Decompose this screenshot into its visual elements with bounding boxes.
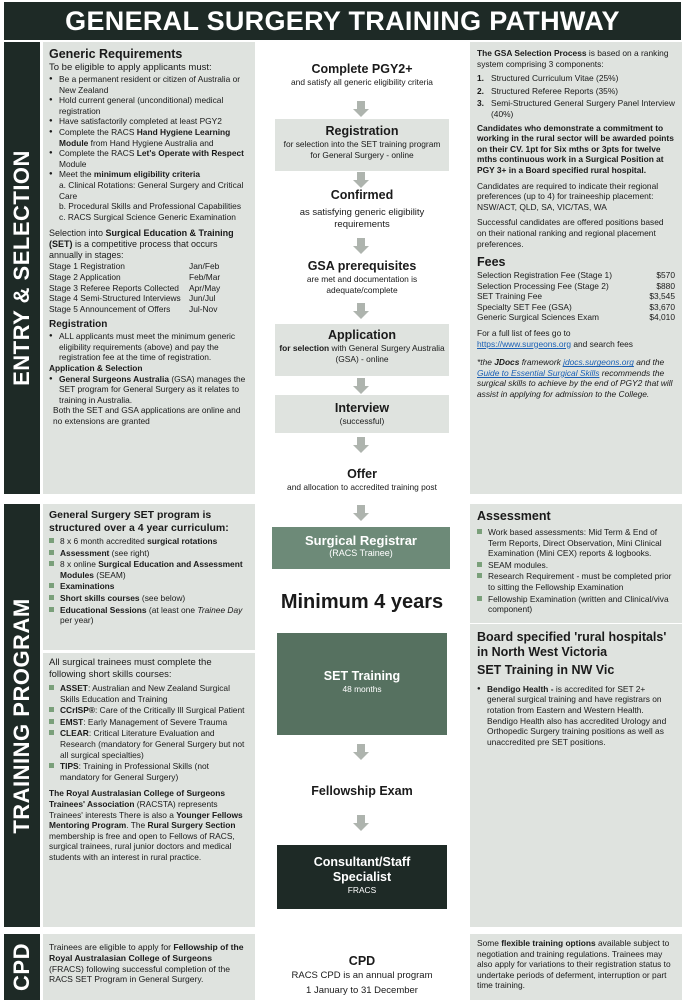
fee-label: Specialty SET Fee (GSA) — [477, 301, 572, 312]
selection-stages — [49, 261, 249, 314]
step-confirmed: Confirmed as satisfying generic eligibility requirements — [299, 188, 425, 230]
list-item: ASSET: Australian and New Zealand Surgical Skills Education and Training — [49, 683, 249, 704]
arrow-down-icon — [353, 101, 369, 117]
list-item: 8 x online Surgical Education and Assessment Modules (SEAM) — [49, 559, 249, 580]
minimum-years: Minimum 4 years — [280, 591, 444, 613]
list-item: Research Requirement - must be completed prior to sitting the Fellowship Examination — [477, 571, 675, 592]
set-training-box: SET Training 48 months — [277, 633, 447, 735]
fee-amount: $3,545 — [649, 291, 675, 302]
set-program-panel — [43, 504, 255, 650]
gsa-intro: The GSA Selection Process is based on a ranking system comprising 3 components: — [477, 48, 669, 69]
stage-date: Jun/Jul — [189, 293, 216, 304]
generic-requirements-panel: Generic Requirements To be eligible to apply applicants must: ● Be a permanent resident or citizen of Australia or New Zealand ● Hold current general (unconditional) medical registration ● Have satisfactorily completed at least PGY2 ● Complete the RACS Hand Hygiene Learning Module from Hand Hygiene Australia and ● Complete the RACS Let's Operate with Respect Module ● Meet the minimum eligibility criteria a. Clinical Rotations: General Surgery and Critical Care b. Procedural Skills and Professional Capabilities c. RACS Surgical Science Generic Examination Selection into Surgical Education & Training (SET) is a competitive process that occurs annually in stages: Stage 1 Registration Jan/Feb Stage 2 Application Feb/Mar Stage 3 Referee Reports Collected Apr/May Stage 4 Semi-Structured Interviews Jun/Jul Stage 5 Announcement of Offers Jul-Nov Registration ● ALL applicants must meet the minimum generic eligibility requirements (above) and pay the registration fee at the time of registration. Application & Selection ● General Surgeons Australia (GSA) manages the SET program for General Surgery as it relates to training in Australia. Both the SET and GSA applications are online and no extensions are granted — [43, 42, 255, 494]
arrow-down-icon — [353, 744, 369, 760]
arrow-down-icon — [353, 238, 369, 254]
racsta-text: The Royal Australasian College of Surgeons Trainees' Association (RACSTA) represents Trainees' interests There is also a Younger Fellows Mentoring Program. The Rural Surgery Section membership is free and open to Fellows of RACS, surgical trainees, rural junior doctors and medical students with an interest in rural practice. — [49, 788, 243, 862]
list-item: ● Complete the RACS Hand Hygiene Learning Module from Hand Hygiene Australia and — [49, 127, 249, 148]
list-item: 2. Structured Referee Reports (35%) — [477, 85, 619, 96]
jdocs-link[interactable]: jdocs.surgeons.org — [563, 357, 634, 368]
fee-label: Selection Processing Fee (Stage 2) — [477, 280, 609, 291]
list-item: ● Complete the RACS Let's Operate with Respect Module — [49, 148, 249, 169]
rural-hospitals-heading: Board specified 'rural hospitals' in North West Victoria — [477, 629, 667, 659]
fee-amount: $570 — [656, 270, 675, 281]
gsa-selection-panel: The GSA Selection Process is based on a ranking system comprising 3 components: 1. Structured Curriculum Vitae (25%) 2. Structured Referee Reports (35%) 3. Semi-Structured General Surgery Panel Interview (40%) Candidates who demonstrate a commitment to working in the rural sector will be awarded points on their CV. 1pt for Six mths or 3pts for twelve mths continuous work in a Surgical Position at PGY 3+ in a Board specified rural hospital. Candidates are required to indicate their regional preferences (up to 4) for traineeship placement: NSW/ACT, QLD, SA, VIC/TAS, WA Successful candidates are offered positions based on their national ranking and regional placement preferences. Fees Selection Registration Fee (Stage 1) $570 Selection Processing Fee (Stage 2) $880 SET Training Fee $3,545 Specialty SET Fee (GSA) $3,670 Generic Surgical Sciences Exam $4,010 For a full list of fees go to https://www.surgeons.org and search fees *the JDocs framework jdocs.surgeons.org and the Guide to Essential Surgical Skills recommends the surgical skills to achieve by the end of PGY2 that will assist in applying for admission to the College. — [470, 42, 682, 494]
arrow-down-icon — [353, 815, 369, 831]
arrow-down-icon — [353, 437, 369, 453]
consultant-box: Consultant/Staff Specialist FRACS — [277, 845, 447, 909]
stage-label: Stage 4 Semi-Structured Interviews — [49, 293, 181, 304]
application-heading: Application & Selection — [49, 363, 143, 374]
fee-amount: $4,010 — [649, 312, 675, 323]
list-item: ● Be a permanent resident or citizen of Australia or New Zealand — [49, 74, 249, 95]
section-label-cpd: CPD — [4, 934, 40, 1000]
jdocs-note: *the JDocs framework jdocs.surgeons.org and the Guide to Essential Surgical Skills recommends the surgical skills to achieve by the end of PGY2 that will assist in applying for admission to the College. — [477, 357, 673, 400]
online-note: Both the SET and GSA applications are online and no extensions are granted — [53, 405, 241, 427]
list-item: Short skills courses (see below) — [49, 593, 249, 604]
step-fellowship-exam: Fellowship Exam — [311, 784, 413, 798]
list-item: SEAM modules. — [477, 560, 675, 571]
assessment-heading: Assessment — [477, 509, 551, 523]
fees-more: For a full list of fees go to — [477, 328, 571, 339]
cpd-fellowship-panel: Trainees are eligible to apply for Fellowship of the Royal Australasian College of Surgeons (FRACS) following successful completion of the RACS SET Program in General Surgery. — [43, 934, 255, 1000]
step-application: Application for selection with General Surgery Australia (GSA) - online — [279, 328, 445, 364]
section-label-entry: ENTRY & SELECTION — [4, 42, 40, 494]
fees-table — [477, 270, 675, 323]
step-interview: Interview (successful) — [334, 401, 390, 426]
step-complete-pgy2: Complete PGY2+ and satisfy all generic eligibility criteria — [291, 62, 433, 87]
list-item: 1. Structured Curriculum Vitae (25%) — [477, 73, 619, 84]
list-item: ● Have satisfactorily completed at least PGY2 — [49, 116, 249, 127]
assessment-panel — [470, 504, 682, 927]
successful-candidates: Successful candidates are offered positions based on their national ranking and regional placement preferences. — [477, 217, 664, 249]
rural-points: Candidates who demonstrate a commitment to working in the rural sector will be awarded points on their CV. 1pt for Six mths or 3pts for twelve mths continuous work in a Surgical Position at PGY 3+ in a Board specified rural hospital. — [477, 122, 674, 175]
short-courses-panel: All surgical trainees must complete the following short skills courses: ASSET: Australian and New Zealand Surgical Skills Education and Training CCrISP®: Care of the Critically Ill Surgical Patient EMST: Early Management of Severe Trauma CLEAR: Critical Literature Evaluation and Research (mandatory for General Surgery but not all surgical specialties) TIPS: Training in Professional Skills (not mandatory for General Surgery) The Royal Australasian College of Surgeons Trainees' Association (RACSTA) represents Trainees' interests There is also a Younger Fellows Mentoring Program. The Rural Surgery Section membership is free and open to Fellows of RACS, surgical trainees, rural junior doctors and medical students with an interest in rural practice. — [43, 653, 255, 927]
stage-date: Jul-Nov — [189, 303, 218, 314]
arrow-down-icon — [353, 505, 369, 521]
list-item: TIPS: Training in Professional Skills (not mandatory for General Surgery) — [49, 761, 249, 782]
registration-heading: Registration — [49, 319, 108, 331]
fee-amount: $880 — [656, 280, 675, 291]
fee-label: Generic Surgical Sciences Exam — [477, 312, 599, 323]
stage-label: Stage 3 Referee Reports Collected — [49, 282, 179, 293]
list-item: Assessment (see right) — [49, 548, 249, 559]
fee-amount: $3,670 — [649, 301, 675, 312]
selection-text: Selection into Surgical Education & Training (SET) is a competitive process that occurs annually in stages: — [49, 228, 234, 261]
step-offer: Offer and allocation to accredited training post — [287, 467, 437, 492]
stage-date: Feb/Mar — [189, 271, 221, 282]
arrow-down-icon — [353, 303, 369, 319]
list-item: ● Meet the minimum eligibility criteria a. Clinical Rotations: General Surgery and Critical Care b. Procedural Skills and Professional Capabilities c. RACS Surgical Science Generic Examination — [49, 169, 249, 222]
step-gsa-prerequisites: GSA prerequisites are met and documentation is adequate/complete — [306, 259, 418, 295]
components-list — [477, 73, 675, 119]
requirements-list — [49, 74, 249, 222]
section-label-training: TRAINING PROGRAM — [4, 504, 40, 927]
arrow-down-icon — [353, 378, 369, 394]
stage-label: Stage 5 Announcement of Offers — [49, 303, 171, 314]
arrow-down-icon — [353, 172, 369, 188]
list-item: ● Hold current general (unconditional) medical registration — [49, 95, 249, 116]
regional-preferences: Candidates are required to indicate their regional preferences (up to 4) for traineeship placement: NSW/ACT, QLD, SA, VIC/TAS, WA — [477, 180, 659, 212]
surgical-registrar-box: Surgical Registrar (RACS Trainee) — [272, 527, 450, 569]
fee-label: Selection Registration Fee (Stage 1) — [477, 270, 613, 281]
list-item: 8 x 6 month accredited surgical rotations — [49, 536, 249, 547]
list-item: ● Bendigo Health - is accredited for SET 2+ general surgical training and have registrars on rotation from Eastern and Western Health. Bendigo Health also has accredited Urology and Orthopedic Surgery training positions as well as unaccredited pre SET positions. — [477, 684, 675, 748]
surgeons-link[interactable]: https://www.surgeons.org — [477, 338, 572, 349]
stage-date: Apr/May — [189, 282, 221, 293]
nw-vic-heading: SET Training in NW Vic — [477, 662, 615, 677]
list-item: Educational Sessions (at least one Trainee Day per year) — [49, 605, 249, 626]
fees-heading: Fees — [477, 255, 506, 270]
set-program-heading: General Surgery SET program is structured over a 4 year curriculum: — [49, 509, 229, 534]
list-item: Fellowship Examination (written and Clinical/viva component) — [477, 594, 675, 615]
stage-label: Stage 1 Registration — [49, 261, 125, 272]
list-item: Examinations — [49, 581, 249, 592]
stage-label: Stage 2 Application — [49, 271, 121, 282]
list-item: CLEAR: Critical Literature Evaluation and Research (mandatory for General Surgery but not all surgical specialties) — [49, 728, 249, 760]
cpd-flexible-panel: Some flexible training options available subject to negotiation and training regulations. Trainees may also apply for variations to their registration status to undertake periods of deferment, interruption or part time training. — [470, 934, 682, 1000]
generic-requirements-heading: Generic Requirements — [49, 47, 183, 61]
list-item: CCrISP®: Care of the Critically Ill Surgical Patient — [49, 705, 249, 716]
list-item: ● General Surgeons Australia (GSA) manages the SET program for General Surgery as it relates to training in Australia. — [49, 374, 249, 406]
guide-link[interactable]: Guide to Essential Surgical Skills — [477, 367, 600, 378]
stage-date: Jan/Feb — [189, 261, 220, 272]
list-item: Work based assessments: Mid Term & End of Term Reports, Direct Observation, Mini Clinical Examination (Mini CEX) reports & logbooks. — [477, 527, 675, 559]
list-item: ● ALL applicants must meet the minimum generic eligibility requirements (above) and pay the registration fee at the time of registration. — [49, 331, 249, 363]
list-item: EMST: Early Management of Severe Trauma — [49, 717, 249, 728]
fee-label: SET Training Fee — [477, 291, 543, 302]
step-cpd: CPD RACS CPD is an annual program 1 January to 31 December — [291, 954, 433, 996]
step-registration: Registration for selection into the SET training program for General Surgery - online — [283, 124, 441, 160]
list-item: 3. Semi-Structured General Surgery Panel Interview (40%) — [477, 98, 675, 119]
page-title: GENERAL SURGERY TRAINING PATHWAY — [4, 2, 681, 40]
